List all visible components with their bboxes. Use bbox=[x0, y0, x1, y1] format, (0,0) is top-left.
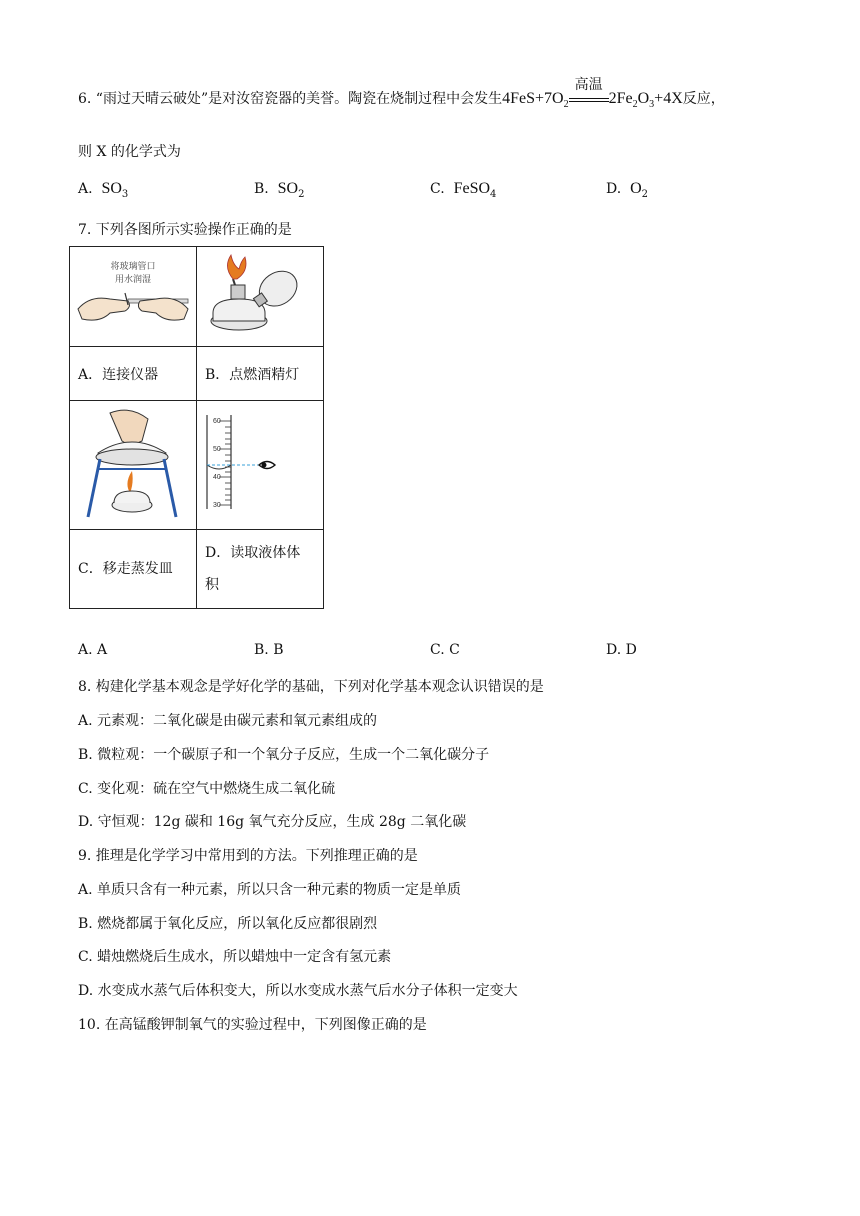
svg-text:50: 50 bbox=[213, 446, 221, 453]
figure-d-label: D．读取液体体 积 bbox=[197, 530, 324, 609]
q8-option-d: D. 守恒观：12g 碳和 16g 氧气充分反应，生成 28g 二氧化碳 bbox=[78, 814, 467, 830]
figure-b-light-alcohol-lamp bbox=[197, 247, 324, 347]
svg-text:用水润湿: 用水润湿 bbox=[114, 274, 152, 284]
q9-stem: 9. 推理是化学学习中常用到的方法。下列推理正确的是 bbox=[78, 848, 418, 864]
figure-b-label: B．点燃酒精灯 bbox=[197, 347, 324, 401]
cylinder-tick-marks bbox=[219, 421, 231, 505]
q7-option-d: D. D bbox=[606, 642, 637, 658]
q6-stem-line1: 6. “雨过天晴云破处”是对汝窑瓷器的美誉。陶瓷在烧制过程中会发生$4FeS+7O_2$ 高温 $2Fe_2O_3+4X$反应， bbox=[78, 78, 725, 110]
q7-stem: 7. 下列各图所示实验操作正确的是 bbox=[78, 222, 292, 238]
q9-option-a: A. 单质只含有一种元素，所以只含一种元素的物质一定是单质 bbox=[78, 882, 462, 898]
two-alcohol-lamps-illustration bbox=[197, 247, 323, 342]
q7-option-b: B. B bbox=[254, 642, 284, 658]
hands-glass-tube-illustration bbox=[70, 247, 196, 342]
svg-text:60: 60 bbox=[213, 418, 221, 425]
graduated-cylinder-illustration bbox=[197, 401, 323, 525]
q7-option-c: C. C bbox=[430, 642, 460, 658]
figure-d-read-liquid-volume bbox=[197, 401, 324, 530]
q8-option-a: A. 元素观：二氧化碳是由碳元素和氧元素组成的 bbox=[78, 713, 378, 729]
figure-a-connect-apparatus bbox=[70, 247, 197, 347]
q8-option-c: C. 变化观：硫在空气中燃烧生成二氧化硫 bbox=[78, 781, 336, 797]
q6-option-b: B. $SO_2$ bbox=[254, 180, 305, 200]
q6-option-a: A. $SO_3$ bbox=[78, 180, 129, 200]
q7-option-a: A. A bbox=[78, 642, 108, 658]
q8-stem: 8. 构建化学基本观念是学好化学的基础，下列对化学基本观念认识错误的是 bbox=[78, 679, 544, 695]
figure-c-label: C．移走蒸发皿 bbox=[70, 530, 197, 609]
q9-option-d: D. 水变成水蒸气后体积变大，所以水变成水蒸气后水分子体积一定变大 bbox=[78, 983, 518, 999]
q8-option-b: B. 微粒观：一个碳原子和一个氧分子反应，生成一个二氧化碳分子 bbox=[78, 747, 490, 763]
q9-option-c: C. 蜡烛燃烧后生成水，所以蜡烛中一定含有氢元素 bbox=[78, 949, 392, 965]
reaction-equation: $4FeS+7O_2$ 高温 $2Fe_2O_3+4X$ bbox=[502, 78, 683, 110]
q10-stem: 10. 在高锰酸钾制氧气的实验过程中，下列图像正确的是 bbox=[78, 1017, 427, 1033]
q6-option-d: D. $O_2$ bbox=[606, 180, 649, 200]
q6-stem-line2: 则 X 的化学式为 bbox=[78, 144, 181, 160]
eye-icon bbox=[259, 462, 275, 469]
q9-option-b: B. 燃烧都属于氧化反应，所以氧化反应都很剧烈 bbox=[78, 916, 378, 932]
figure-c-remove-evaporating-dish bbox=[70, 401, 197, 530]
hand-evaporating-dish-illustration bbox=[70, 401, 196, 525]
q7-figure-table bbox=[69, 246, 324, 609]
svg-text:将玻璃管口: 将玻璃管口 bbox=[110, 261, 156, 271]
q6-option-c: C. FeSO$_4$ bbox=[430, 180, 497, 200]
svg-text:40: 40 bbox=[213, 474, 221, 481]
svg-text:30: 30 bbox=[213, 502, 221, 509]
reaction-condition: 高温 bbox=[569, 90, 609, 108]
figure-a-label: A．连接仪器 bbox=[70, 347, 197, 401]
